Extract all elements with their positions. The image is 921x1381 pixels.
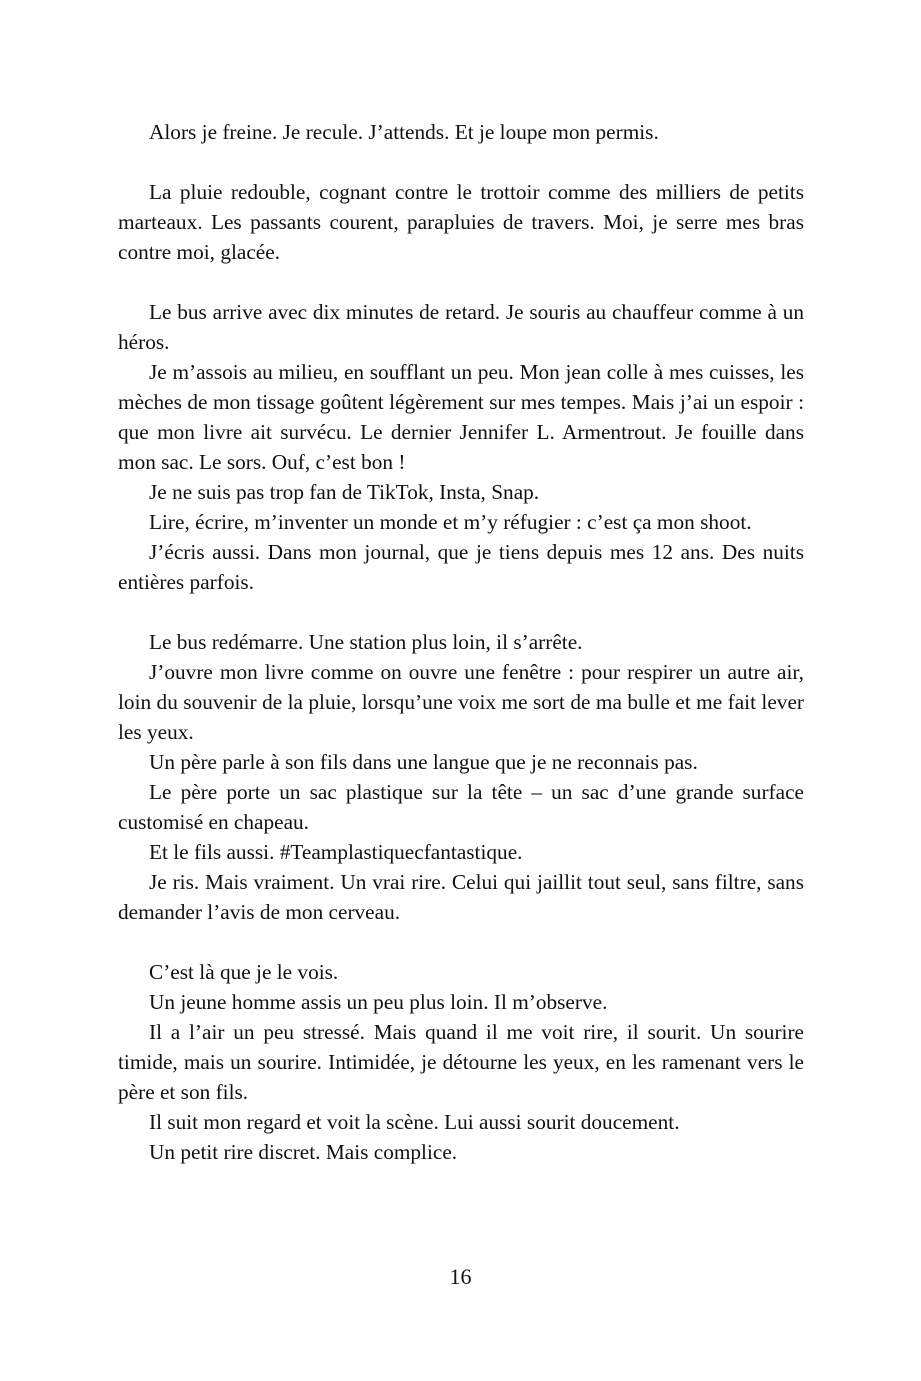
- paragraph: Il suit mon regard et voit la scène. Lui aussi sourit doucement.: [149, 1110, 680, 1134]
- text-block-3: [118, 297, 804, 597]
- paragraph: J’ouvre mon livre comme on ouvre une fenêtre : pour respirer un autre air, loin du souvenir de la pluie, lorsqu’une voix me sort de ma bulle et me fait lever les yeux.: [118, 660, 804, 744]
- paragraph: Alors je freine. Je recule. J’attends. Et je loupe mon permis.: [149, 120, 659, 144]
- paragraph: Et le fils aussi. #Teamplastiquecfantastique.: [149, 840, 523, 864]
- paragraph: Un petit rire discret. Mais complice.: [149, 1140, 458, 1164]
- text-block-2: [118, 177, 804, 267]
- paragraph: Le père porte un sac plastique sur la tête – un sac d’une grande surface customisé en chapeau.: [118, 780, 804, 834]
- paragraph: Le bus redémarre. Une station plus loin, il s’arrête.: [149, 630, 583, 654]
- paragraph: Je m’assois au milieu, en soufflant un peu. Mon jean colle à mes cuisses, les mèches de mon tissage goûtent légèrement sur mes tempes. Mais j’ai un espoir : que mon livre ait survécu. Le dernier Jennifer L. Armentrout. Je fouille dans mon sac. Le sors. Ouf, c’est bon !: [118, 360, 804, 474]
- page-body: [118, 117, 804, 1167]
- text-block-4: [118, 627, 804, 927]
- paragraph: Je ne suis pas trop fan de TikTok, Insta, Snap.: [149, 480, 540, 504]
- paragraph: Je ris. Mais vraiment. Un vrai rire. Celui qui jaillit tout seul, sans filtre, sans demander l’avis de mon cerveau.: [118, 870, 804, 924]
- text-block-5: [118, 957, 804, 1167]
- paragraph: Lire, écrire, m’inventer un monde et m’y réfugier : c’est ça mon shoot.: [149, 510, 752, 534]
- paragraph: Le bus arrive avec dix minutes de retard. Je souris au chauffeur comme à un héros.: [118, 300, 804, 354]
- paragraph: C’est là que je le vois.: [149, 960, 339, 984]
- page-number: 16: [449, 1264, 472, 1289]
- paragraph: Un jeune homme assis un peu plus loin. Il m’observe.: [149, 990, 608, 1014]
- paragraph: Il a l’air un peu stressé. Mais quand il me voit rire, il sourit. Un sourire timide, mais un sourire. Intimidée, je détourne les yeux, en les ramenant vers le père et son fils.: [118, 1020, 804, 1104]
- text-block-1: [118, 117, 804, 147]
- paragraph: La pluie redouble, cognant contre le trottoir comme des milliers de petits marteaux. Les passants courent, parapluies de travers. Moi, je serre mes bras contre moi, glacée.: [118, 180, 804, 264]
- paragraph: Un père parle à son fils dans une langue que je ne reconnais pas.: [149, 750, 698, 774]
- paragraph: J’écris aussi. Dans mon journal, que je tiens depuis mes 12 ans. Des nuits entières parfois.: [118, 540, 804, 594]
